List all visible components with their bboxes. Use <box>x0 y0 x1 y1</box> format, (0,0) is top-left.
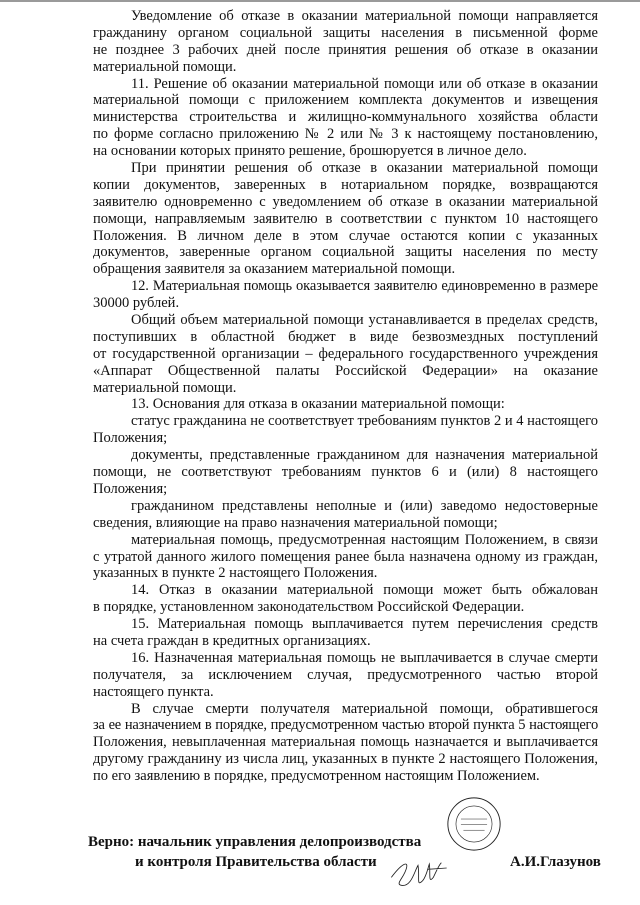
certification-line-1: Верно: начальник управления делопроизводства <box>88 834 422 850</box>
paragraph-line: Общий объем материальной помощи устанавливается в пределах средств, <box>131 312 598 329</box>
paragraph-line: «Аппарат Общественной палаты Российской Федерации» на оказание <box>93 362 598 379</box>
paragraph-line: настоящего пункта. <box>93 683 214 700</box>
paragraph-line: Положения; <box>93 430 168 447</box>
paragraph-line: документов, заверенные органом социальной защиты населения по месту <box>93 244 598 261</box>
paragraph-line: с утратой данного жилого помещения ранее была назначена одному из граждан, <box>93 548 598 565</box>
paragraph-line: 13. Основания для отказа в оказании материальной помощи: <box>131 396 505 413</box>
official-stamp-icon <box>446 796 502 852</box>
paragraph-line: помощи, направляемым заявителю в соответствии с пунктом 10 настоящего <box>93 210 598 227</box>
paragraph-line: 16. Назначенная материальная помощь не выплачивается в случае смерти <box>131 649 598 666</box>
paragraph-line: от государственной организации – федерального государственного учреждения <box>93 345 598 362</box>
paragraph-line: 15. Материальная помощь выплачивается путем перечисления средств <box>131 616 598 633</box>
paragraph-line: материальной помощи. <box>93 58 237 75</box>
paragraph-line: Положения; <box>93 480 168 497</box>
paragraph-line: министерства строительства и жилищно-коммунального хозяйства области <box>93 109 598 126</box>
paragraph-line: материальной помощи с приложением комплекта документов и извещения <box>93 92 598 109</box>
paragraph-line: не позднее 3 рабочих дней после принятия решения об отказе в оказании <box>93 41 598 58</box>
signature-icon <box>388 856 448 892</box>
paragraph-line: документы, представленные гражданином для назначения материальной <box>131 447 598 464</box>
paragraph-line: другому гражданину из числа лиц, указанных в пункте 2 настоящего Положения, <box>93 751 598 768</box>
paragraph-line: копии документов, заверенных в нотариальном порядке, возвращаются <box>93 176 598 193</box>
signatory-name: А.И.Глазунов <box>510 854 601 870</box>
paragraph-line: помощи, не соответствуют требованиям пунктов 6 и (или) 8 настоящего <box>93 464 598 481</box>
paragraph-line: 12. Материальная помощь оказывается заявителю единовременно в размере <box>131 278 598 295</box>
paragraph-line: 30000 рублей. <box>93 295 180 312</box>
paragraph-line: 14. Отказ в оказании материальной помощи может быть обжалован <box>131 582 598 599</box>
scan-edge-line <box>0 0 640 2</box>
paragraph-line: материальной помощи. <box>93 379 237 396</box>
paragraph-line: за ее назначением в порядке, предусмотренном частью второй пункта 5 настоящего <box>93 717 598 734</box>
paragraph-line: по его заявлению в порядке, предусмотренном настоящим Положением. <box>93 768 540 785</box>
paragraph-line: поступивших в областной бюджет в виде безвозмездных поступлений <box>93 328 598 345</box>
paragraph-line: 11. Решение об оказании материальной помощи или об отказе в оказании <box>131 75 598 92</box>
paragraph-line: материальная помощь, предусмотренная настоящим Положением, в связи <box>131 531 598 548</box>
paragraph-line: в порядке, установленном законодательством Российской Федерации. <box>93 599 525 616</box>
paragraph-line: гражданину органом социальной защиты населения в письменной форме <box>93 24 598 41</box>
paragraph-line: указанных в пункте 2 настоящего Положения. <box>93 565 378 582</box>
paragraph-line: на основании которых принято решение, брошюруется в личное дело. <box>93 143 527 160</box>
paragraph-line: заявителю одновременно с уведомлением об отказе в оказании материальной <box>93 193 598 210</box>
certification-line-2: и контроля Правительства области <box>135 854 377 870</box>
paragraph-line: В случае смерти получателя материальной помощи, обратившегося <box>131 700 598 717</box>
paragraph-line: по форме согласно приложению № 2 или № 3 к настоящему постановлению, <box>93 126 598 143</box>
paragraph-line: обращения заявителя за оказанием материальной помощи. <box>93 261 456 278</box>
paragraph-line: на счета граждан в кредитных организациях. <box>93 632 371 649</box>
paragraph-line: получателя, за исключением случая, предусмотренного частью второй <box>93 666 598 683</box>
paragraph-line: гражданином представлены неполные и (или) заведомо недостоверные <box>131 497 598 514</box>
paragraph-line: статус гражданина не соответствует требованиям пунктов 2 и 4 настоящего <box>131 413 598 430</box>
paragraph-line: Положения, невыплаченная материальная помощь назначается и выплачивается <box>93 734 598 751</box>
paragraph-line: сведения, влияющие на право назначения материальной помощи; <box>93 514 498 531</box>
paragraph-line: При принятии решения об отказе в оказании материальной помощи <box>131 160 598 177</box>
paragraph-line: Уведомление об отказе в оказании материальной помощи направляется <box>131 8 598 24</box>
document-body <box>93 8 598 785</box>
paragraph-line: Положения. В личном деле в этом случае остаются копии с указанных <box>93 227 598 244</box>
